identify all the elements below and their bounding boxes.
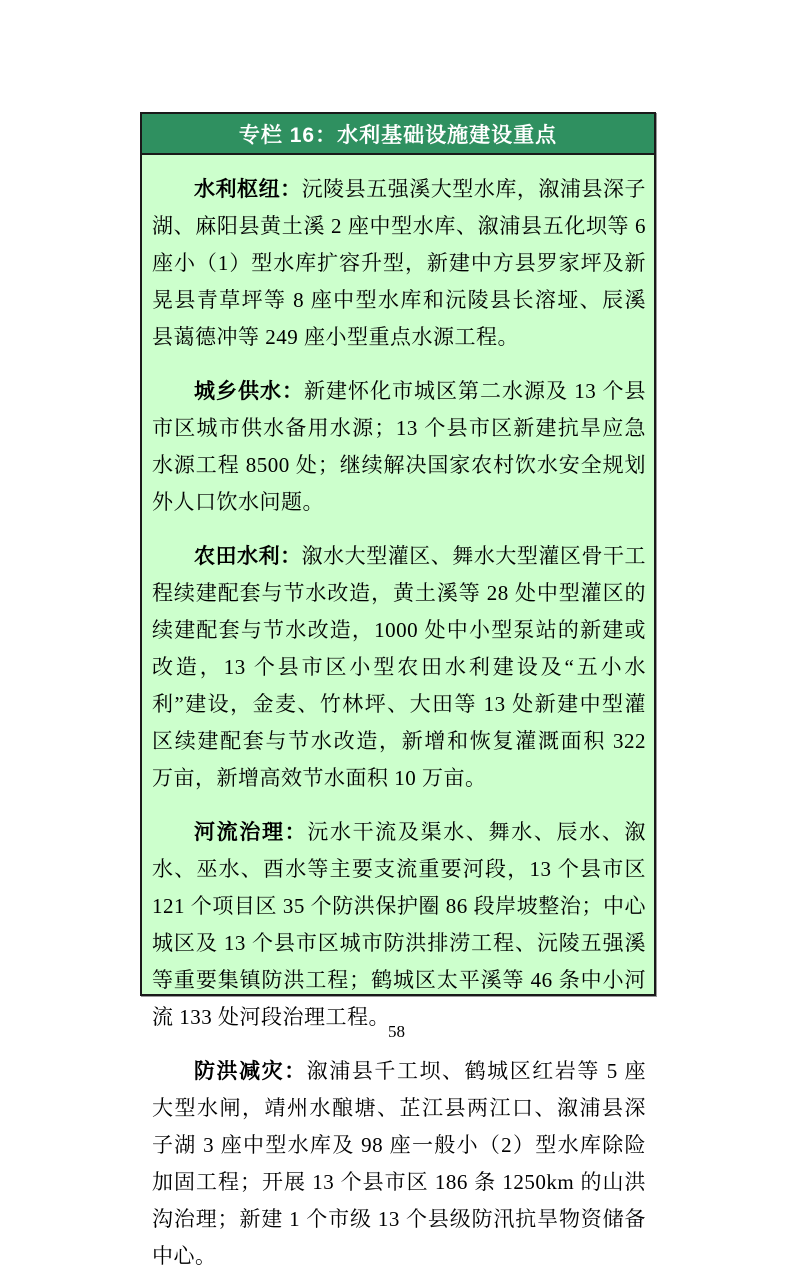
section-paragraph-farmland-water — [152, 538, 646, 797]
section-paragraph-water-hubs — [152, 171, 646, 356]
section-text: 新建怀化市城区第二水源及 13 个县市区城市供水备用水源；13 个县市区新建抗旱应急水源工程 8500 处；继续解决国家农村饮水安全规划外人口饮水问题。 — [152, 379, 646, 514]
section-label: 水利枢纽： — [194, 178, 302, 201]
highlight-box-header — [142, 114, 654, 155]
section-paragraph-river-management — [152, 814, 646, 1036]
section-label: 城乡供水： — [194, 380, 304, 403]
section-paragraph-urban-rural-water-supply — [152, 373, 646, 521]
highlight-box-body — [142, 155, 654, 1275]
section-text: 溆浦县千工坝、鹤城区红岩等 5 座大型水闸，靖州水酿塘、芷江县两江口、溆浦县深子湖 3 座中型水库及 98 座一般小（2）型水库除险加固工程；开展 13 个县市区 186 条 1250km 的山洪沟治理；新建 1 个市级 13 个县级防汛抗旱物资储备中心。 — [152, 1059, 646, 1268]
section-label: 农田水利： — [194, 545, 302, 568]
section-label: 防洪减灾： — [194, 1060, 307, 1083]
section-label: 河流治理： — [194, 821, 308, 844]
section-text: 溆水大型灌区、舞水大型灌区骨干工程续建配套与节水改造，黄土溪等 28 处中型灌区的续建配套与节水改造，1000 处中小型泵站的新建或改造，13 个县市区小型农田水利建设及“五小水利”建设，金麦、竹林坪、大田等 13 处新建中型灌区续建配套与节水改造，新增和恢复灌溉面积 322 万亩，新增高效节水面积 10 万亩。 — [152, 544, 646, 790]
page-number: 58 — [388, 1022, 405, 1041]
section-paragraph-flood-control — [152, 1053, 646, 1275]
section-text: 沅陵县五强溪大型水库，溆浦县深子湖、麻阳县黄土溪 2 座中型水库、溆浦县五化坝等 6 座小（1）型水库扩容升型，新建中方县罗家坪及新晃县青草坪等 8 座中型水库和沅陵县长溶垭、辰溪县蔼德冲等 249 座小型重点水源工程。 — [152, 177, 646, 349]
section-text: 沅水干流及渠水、舞水、辰水、溆水、巫水、酉水等主要支流重要河段，13 个县市区 121 个项目区 35 个防洪保护圈 86 段岸坡整治；中心城区及 13 个县市区城市防洪排涝工程、沅陵五强溪等重要集镇防洪工程；鹤城区太平溪等 46 条中小河流 133 处河段治理工程。 — [152, 820, 647, 1029]
box-title: 专栏 16：水利基础设施建设重点 — [238, 123, 558, 147]
